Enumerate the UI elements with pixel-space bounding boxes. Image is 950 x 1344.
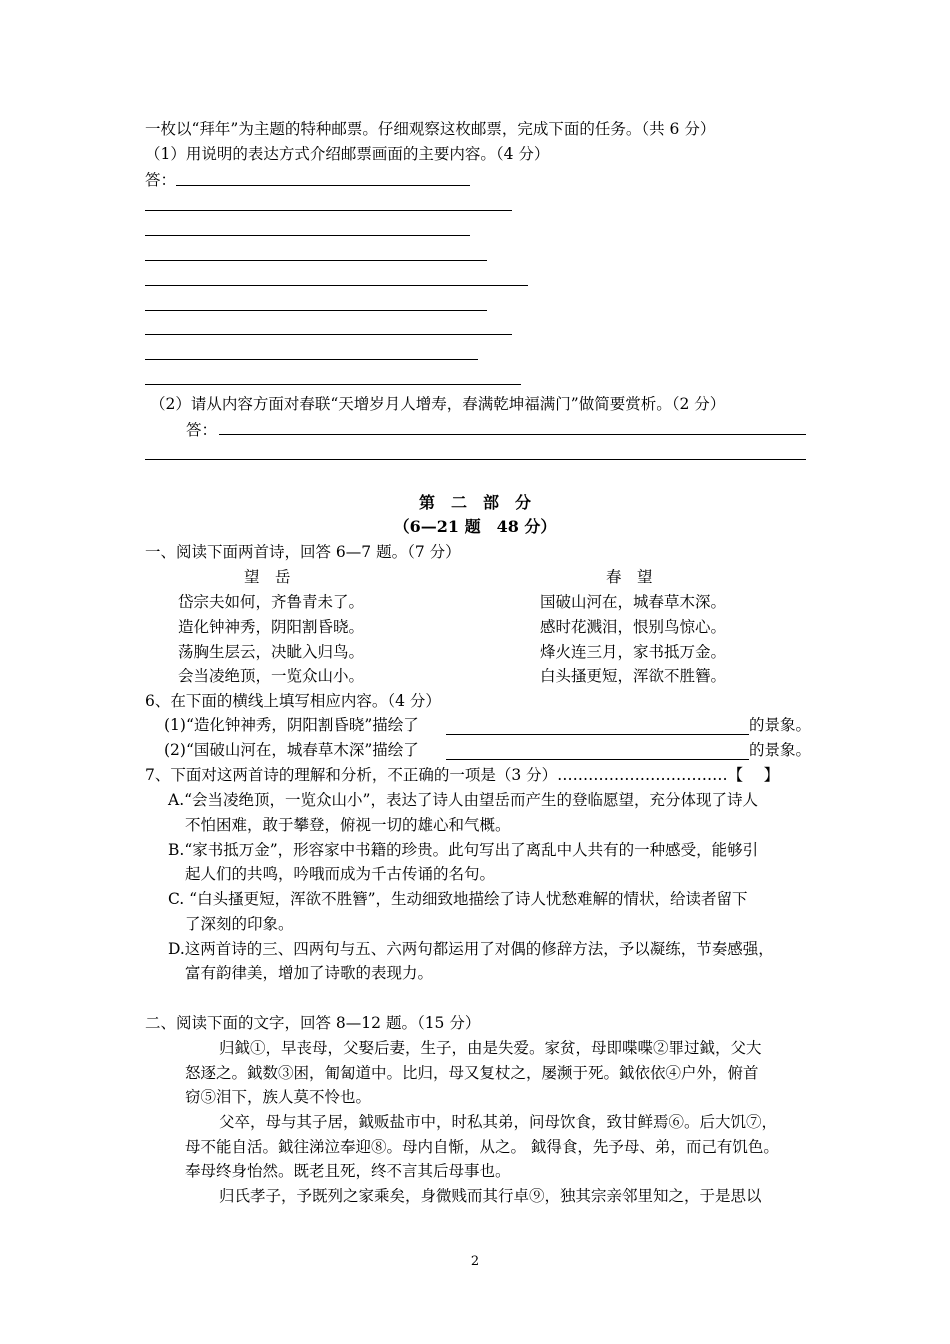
passage-line: 窃⑤泪下，族人莫不怜也。	[185, 1088, 372, 1106]
answer-line-4[interactable]	[145, 260, 487, 261]
passage-line: 父卒，母与其子居，鉞贩盐市中，时私其弟，问母饮食，致甘鲜焉⑥。后大饥⑦，	[219, 1113, 778, 1131]
section-1-heading: 一、阅读下面两首诗，回答 6—7 题。（7 分）	[145, 543, 461, 561]
poem-2-line: 烽火连三月，家书抵万金。	[540, 643, 727, 661]
answer-line-3[interactable]	[145, 235, 470, 236]
passage-line: 归鉞①，早丧母，父娶后妻，生子，由是失爱。家贫，母即喋喋②罪过鉞，父大	[219, 1039, 762, 1057]
poem-1-line: 岱宗夫如何，齐鲁青未了。	[178, 593, 365, 611]
poem-1-line: 荡胸生层云，决眦入归鸟。	[178, 643, 365, 661]
question-6-stem: 6、在下面的横线上填写相应内容。（4 分）	[145, 692, 441, 710]
question-6-suffix-1: 的景象。	[749, 716, 812, 734]
answer-label: 答：	[145, 171, 177, 189]
answer-line-5[interactable]	[145, 285, 528, 286]
section-2-heading: 二、阅读下面的文字，回答 8—12 题。（15 分）	[145, 1014, 481, 1032]
option-b[interactable]: B.“家书抵万金”，形容家中书籍的珍贵。此句写出了离乱中人共有的一种感受，能够引	[168, 841, 759, 859]
answer-line-1[interactable]	[176, 185, 470, 186]
option-d[interactable]: D.这两首诗的三、四两句与五、六两句都运用了对偶的修辞方法，予以凝练，节奏感强，	[168, 940, 774, 958]
poem-1-line: 造化钟神秀，阴阳割昏晓。	[178, 618, 365, 636]
passage-line: 怒逐之。鉞数③困，匍匐道中。比归，母又复杖之，屡濒于死。鉞依依④户外，俯首	[185, 1064, 759, 1082]
answer-line-7[interactable]	[145, 334, 512, 335]
question-6-suffix-2: 的景象。	[749, 741, 812, 759]
option-d-continued: 富有韵律美，增加了诗歌的表现力。	[185, 964, 434, 982]
option-a-continued: 不怕困难，敢于攀登，俯视一切的雄心和气概。	[185, 816, 511, 834]
poem-1-line: 会当凌绝顶，一览众山小。	[178, 667, 365, 685]
passage-line: 归氏孝子，予既列之家乘矣，身微贱而其行卓⑨，独其宗亲邻里知之，于是思以	[219, 1187, 762, 1205]
stamp-task-intro: 一枚以“拜年”为主题的特种邮票。仔细观察这枚邮票，完成下面的任务。（共 6 分）	[145, 120, 716, 138]
option-b-continued: 起人们的共鸣，吟哦而成为千古传诵的名句。	[185, 865, 496, 883]
question-6-item-2: (2)“国破山河在，城春草木深”描绘了	[164, 741, 419, 759]
question-1-prompt: （1）用说明的表达方式介绍邮票画面的主要内容。（4 分）	[145, 145, 550, 163]
poem-2-line: 感时花溅泪，恨别鸟惊心。	[540, 618, 727, 636]
question-7-stem: 7、下面对这两首诗的理解和分析，不正确的一项是（3 分）……………………………【 】	[145, 766, 780, 784]
part-two-subtitle: （6—21 题 48 分）	[393, 517, 557, 536]
part-two-title: 第 二 部 分	[418, 493, 531, 512]
poem-2-line: 白头搔更短，浑欲不胜簪。	[540, 667, 727, 685]
passage-line: 母不能自活。鉞往涕泣奉迎⑧。母内自惭，从之。 鉞得食，先予母、弟，而己有饥色。	[185, 1138, 779, 1156]
answer-line-q2-2[interactable]	[145, 459, 806, 460]
option-c[interactable]: C. “白头搔更短，浑欲不胜簪”，生动细致地描绘了诗人忧愁难解的情状，给读者留下	[168, 890, 748, 908]
passage-line: 奉母终身怡然。既老且死，终不言其后母事也。	[185, 1162, 511, 1180]
question-6-blank-2[interactable]	[446, 759, 749, 760]
question-2-prompt: （2）请从内容方面对春联“天增岁月人增寿，春满乾坤福满门”做简要赏析。（2 分）	[150, 395, 726, 413]
answer-line-q2-1[interactable]	[219, 434, 806, 435]
answer-line-2[interactable]	[145, 210, 512, 211]
poem-2-title: 春 望	[606, 568, 653, 586]
page-number: 2	[470, 1254, 480, 1269]
answer-label-2: 答：	[186, 421, 218, 439]
option-a[interactable]: A.“会当凌绝顶，一览众山小”，表达了诗人由望岳而产生的登临愿望，充分体现了诗人	[168, 791, 758, 809]
answer-line-6[interactable]	[145, 310, 487, 311]
answer-line-8[interactable]	[145, 359, 478, 360]
poem-1-title: 望 岳	[244, 568, 291, 586]
answer-line-9[interactable]	[145, 384, 521, 385]
question-6-blank-1[interactable]	[446, 734, 749, 735]
question-6-item-1: (1)“造化钟神秀，阴阳割昏晓”描绘了	[164, 716, 419, 734]
poem-2-line: 国破山河在，城春草木深。	[540, 593, 727, 611]
option-c-continued: 了深刻的印象。	[185, 915, 294, 933]
